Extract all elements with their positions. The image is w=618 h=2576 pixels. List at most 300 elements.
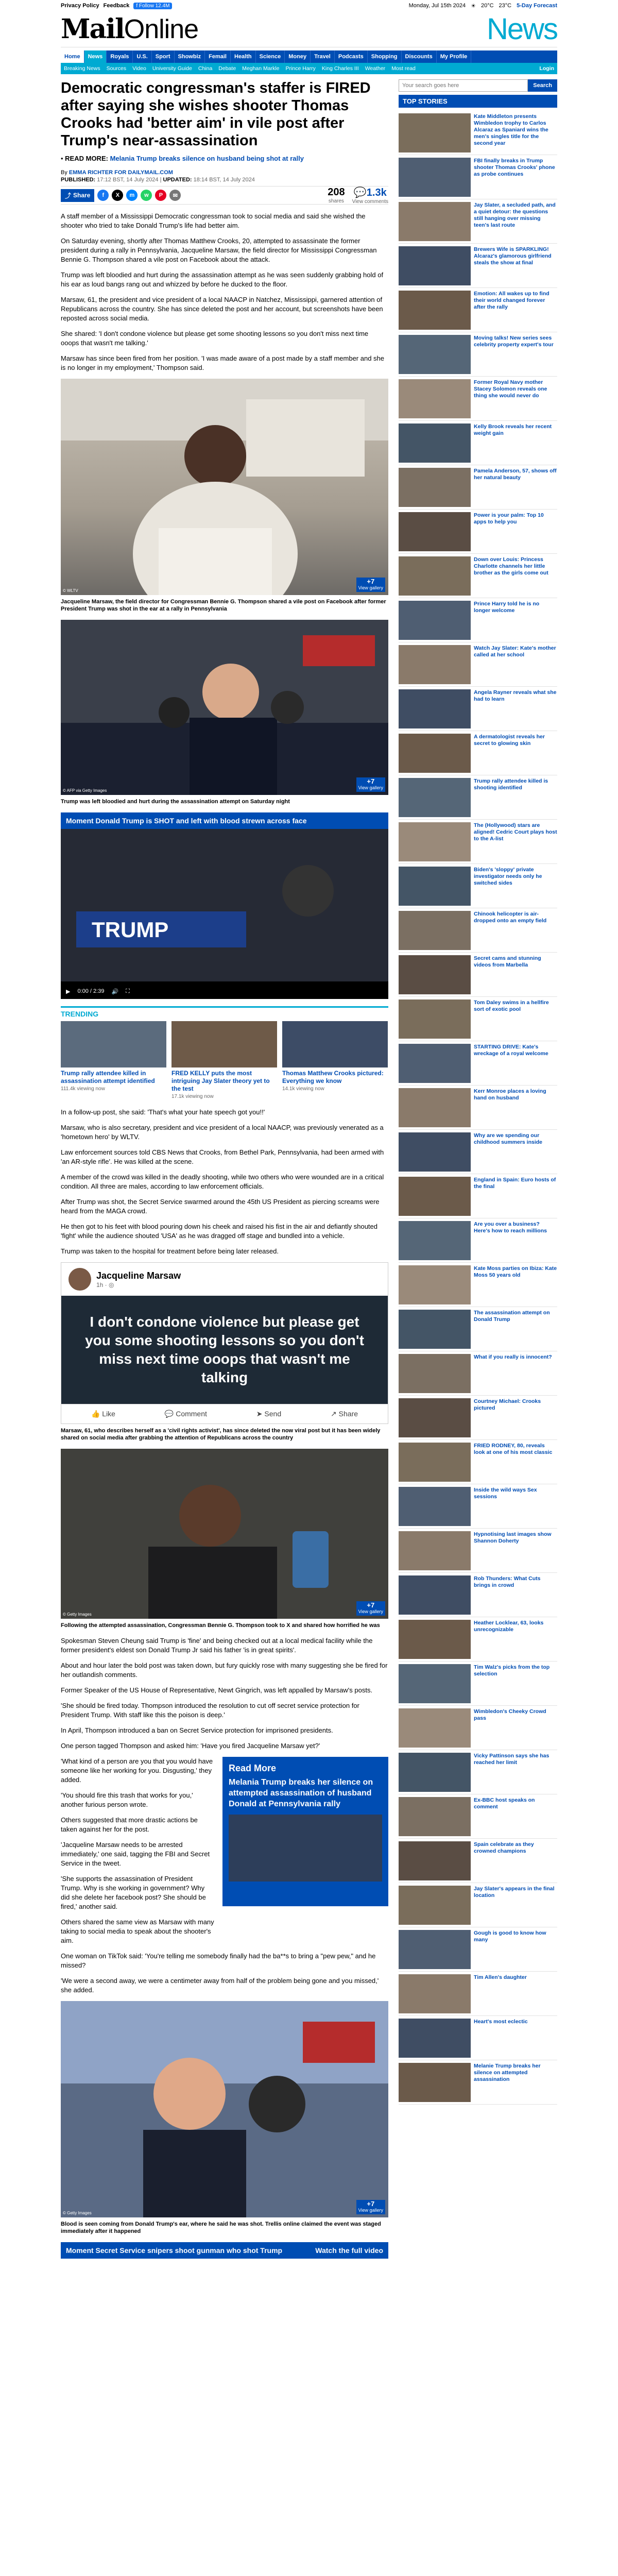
top-story-thumbnail[interactable] xyxy=(399,1620,471,1659)
top-story-item[interactable] xyxy=(399,598,557,642)
top-story-item[interactable] xyxy=(399,1927,557,1972)
top-story-thumbnail[interactable] xyxy=(399,202,471,241)
top-story-item[interactable] xyxy=(399,731,557,775)
fb-share-label: Share xyxy=(338,1410,358,1418)
x-share-icon[interactable]: X xyxy=(112,190,123,201)
gallery-count: +7 xyxy=(367,2200,375,2208)
top-story-thumbnail[interactable] xyxy=(399,1753,471,1792)
top-story-item[interactable] xyxy=(399,997,557,1041)
nav-item-science[interactable]: Science xyxy=(256,50,285,63)
paragraph: Marsaw, 61, the president and vice president of a local NAACP in Natchez, Mississippi, garnered attention of Republicans across the country. She has since deleted the post and her account, but screenshots have been reposted across social media. xyxy=(61,296,383,322)
trending-title: TRENDING xyxy=(61,1010,99,1018)
top-story-thumbnail[interactable] xyxy=(399,335,471,374)
top-story-title[interactable]: A dermatologist reveals her secret to glowing skin xyxy=(474,734,545,747)
top-story-thumbnail[interactable] xyxy=(399,1044,471,1083)
top-story-item[interactable] xyxy=(399,2060,557,2105)
weather-temp: 20°C xyxy=(480,3,494,9)
feedback-link[interactable]: Feedback xyxy=(103,3,130,9)
top-story-thumbnail[interactable] xyxy=(399,158,471,197)
trump-ear-photo xyxy=(61,2001,388,2217)
paragraph: In April, Thompson introduced a ban on Secret Service protection for imprisoned presidents. xyxy=(61,1726,333,1734)
paragraph: About and hour later the bold post was taken down, but fury quickly rose with many suggesting she be fired for her outlandish comments. xyxy=(61,1662,388,1679)
top-story-item[interactable] xyxy=(399,642,557,687)
logo-mail: Mail xyxy=(61,13,124,45)
weather-icon: ☀ xyxy=(471,3,476,9)
article xyxy=(61,79,388,2259)
paragraph: She shared: 'I don't condone violence but please get some shooting lessons so you don't miss next time ooops that wasn't me talking.' xyxy=(61,330,369,347)
top-story-item[interactable] xyxy=(399,111,557,155)
thompson-illustration xyxy=(61,1449,388,1619)
top-story-title[interactable]: Are you over a business? Here's how to reach millions xyxy=(474,1221,547,1234)
top-story-title[interactable]: Melanie Trump breaks her silence on attempted assassination xyxy=(474,2063,541,2082)
video-timecode: 0:00 / 2:39 xyxy=(77,988,105,994)
trump-bloodied-photo xyxy=(61,620,388,795)
top-story-thumbnail[interactable] xyxy=(399,1664,471,1703)
paragraph: Others suggested that more drastic actions be taken against her for the post. xyxy=(61,1816,198,1833)
paragraph: After Trump was shot, the Secret Service swarmed around the 45th US President as piercing screams were heard from the MAGA crowd. xyxy=(61,1198,380,1215)
related-video-title: Moment Secret Service snipers shoot gunman who shot Trump xyxy=(66,2246,283,2255)
trending-item[interactable] xyxy=(282,1021,388,1099)
play-icon[interactable]: ▶ xyxy=(66,989,71,995)
fb-post-time: 1h · ◎ xyxy=(96,1281,114,1289)
svg-text:TRUMP: TRUMP xyxy=(92,918,169,942)
top-story-title[interactable]: Watch Jay Slater: Kate's mother called at her school xyxy=(474,645,556,658)
top-story-thumbnail[interactable] xyxy=(399,1575,471,1615)
top-story-title[interactable]: Moving talks! New series sees celebrity property expert's tour xyxy=(474,335,554,348)
gallery-label: View gallery xyxy=(358,1609,383,1614)
top-story-item[interactable] xyxy=(399,1130,557,1174)
top-story-title[interactable]: STARTING DRIVE: Kate's wreckage of a royal welcome xyxy=(474,1044,548,1057)
top-story-thumbnail[interactable] xyxy=(399,1265,471,1304)
top-story-title[interactable]: Prince Harry told he is no longer welcome xyxy=(474,601,540,614)
author-link[interactable]: EMMA RICHTER FOR DAILYMAIL.COM xyxy=(68,170,173,176)
logo-online: Online xyxy=(124,14,199,44)
top-story-item[interactable] xyxy=(399,1529,557,1573)
subnav-item-university-guide[interactable]: University Guide xyxy=(152,65,192,72)
top-story-item[interactable] xyxy=(399,1351,557,1396)
top-story-thumbnail[interactable] xyxy=(399,1221,471,1260)
trending-viewers: 14.1k viewing now xyxy=(282,1086,324,1092)
top-story-item[interactable] xyxy=(399,1839,557,1883)
top-story-thumbnail[interactable] xyxy=(399,1487,471,1526)
top-story-thumbnail[interactable] xyxy=(399,1443,471,1482)
trending-link[interactable]: Trump rally attendee killed in assassination attempt identified xyxy=(61,1070,155,1084)
facebook-share-icon[interactable]: f xyxy=(97,190,109,201)
top-story-thumbnail[interactable] xyxy=(399,1886,471,1925)
top-story-title[interactable]: Tom Daley swims in a hellfire sort of exotic pool xyxy=(474,999,549,1012)
trending-module xyxy=(61,1006,388,1099)
image-credit: © WLTV xyxy=(63,588,78,593)
byline xyxy=(61,170,388,176)
top-story-item[interactable] xyxy=(399,908,557,953)
share-label: Share xyxy=(73,192,91,199)
fb-comment-label: Comment xyxy=(176,1410,207,1418)
top-story-item[interactable] xyxy=(399,775,557,820)
top-story-title[interactable]: Former Royal Navy mother Stacey Solomon reveals one thing she would never do xyxy=(474,379,547,399)
top-story-title[interactable]: Down over Louis: Princess Charlotte channels her little brother as the girls come out xyxy=(474,556,548,576)
video-frame xyxy=(61,829,388,999)
image-caption: Jacqueline Marsaw, the field director for Congressman Bennie G. Thompson shared a vile post on Facebook after former President Trump was shot in the ear at a rally in Pennsylvania xyxy=(61,599,386,612)
top-story-item[interactable] xyxy=(399,1617,557,1662)
trending-item[interactable] xyxy=(61,1021,166,1099)
article-image-4[interactable] xyxy=(61,1449,388,1619)
pinterest-share-icon[interactable]: P xyxy=(155,190,166,201)
masthead xyxy=(61,11,557,47)
follow-count: 12.4M xyxy=(155,3,170,9)
top-story-item[interactable] xyxy=(399,1396,557,1440)
facebook-follow-button[interactable]: f Follow 12.4M xyxy=(133,3,172,9)
watch-full-video-link[interactable]: Watch the full video xyxy=(315,2246,383,2255)
nav-item-my-profile[interactable]: My Profile xyxy=(437,50,472,63)
top-story-item[interactable] xyxy=(399,510,557,554)
nav-item-royals[interactable]: Royals xyxy=(107,50,133,63)
top-story-thumbnail[interactable] xyxy=(399,2063,471,2102)
subnav-item-breaking-news[interactable]: Breaking News xyxy=(64,65,100,72)
view-comments-button[interactable] xyxy=(352,186,388,205)
view-gallery-button[interactable] xyxy=(356,578,385,592)
thompson-photo xyxy=(61,1449,388,1619)
top-story-thumbnail[interactable] xyxy=(399,999,471,1039)
top-story-title[interactable]: Why are we spending our childhood summers inside xyxy=(474,1132,543,1145)
paragraph: A member of the crowd was killed in the deadly shooting, while two others who were wounded are in a critical condition. All three are males, according to law enforcement officials. xyxy=(61,1173,384,1190)
top-story-item[interactable] xyxy=(399,1573,557,1617)
nav-item-health[interactable]: Health xyxy=(231,50,256,63)
top-story-title[interactable]: Inside the wild ways Sex sessions xyxy=(474,1487,537,1500)
paragraph: Spokesman Steven Cheung said Trump is 'fine' and being checked out at a local medical facility while the former president's eldest son Donald Trump Jr said his father 'is in great spirits'. xyxy=(61,1637,373,1654)
send-icon: ➤ Send xyxy=(256,1410,282,1418)
top-story-thumbnail[interactable] xyxy=(399,291,471,330)
top-story-thumbnail[interactable] xyxy=(399,512,471,551)
share-bar xyxy=(61,186,388,205)
top-story-title[interactable]: Kelly Brook reveals her recent weight gain xyxy=(474,423,552,436)
top-story-item[interactable] xyxy=(399,1972,557,2016)
article-image-5[interactable] xyxy=(61,2001,388,2217)
top-story-thumbnail[interactable] xyxy=(399,1354,471,1393)
whatsapp-share-icon[interactable]: w xyxy=(141,190,152,201)
subnav-item-prince-harry[interactable]: Prince Harry xyxy=(285,65,316,72)
gallery-count: +7 xyxy=(367,1601,375,1609)
subnav-item-king-charles-iii[interactable]: King Charles III xyxy=(321,65,359,72)
nav-item-podcasts[interactable]: Podcasts xyxy=(335,50,368,63)
top-story-thumbnail[interactable] xyxy=(399,867,471,906)
top-story-thumbnail[interactable] xyxy=(399,645,471,684)
top-story-item[interactable] xyxy=(399,864,557,908)
top-story-item[interactable] xyxy=(399,820,557,864)
top-story-item[interactable] xyxy=(399,288,557,332)
top-story-title[interactable]: Emotion: All wakes up to find their world changed forever after the rally xyxy=(474,291,550,310)
top-story-title[interactable]: Angela Rayner reveals what she had to learn xyxy=(474,689,557,702)
subnav-item-china[interactable]: China xyxy=(198,65,213,72)
top-story-title[interactable]: Biden's 'sloppy' private investigator needs only he switched sides xyxy=(474,867,542,886)
top-story-title[interactable]: Kerr Monroe places a loving hand on husband xyxy=(474,1088,546,1101)
published-info: PUBLISHED: 17:12 BST, 14 July 2024 | UPDATED: 18:14 BST, 14 July 2024 xyxy=(61,177,255,183)
secondary-nav xyxy=(61,63,557,74)
top-story-thumbnail[interactable] xyxy=(399,1132,471,1172)
top-story-thumbnail[interactable] xyxy=(399,379,471,418)
messenger-share-icon[interactable]: m xyxy=(126,190,138,201)
paragraph: In a follow-up post, she said: 'That's what your hate speech got you!!' xyxy=(61,1108,265,1116)
subnav-item-video[interactable]: Video xyxy=(132,65,146,72)
top-story-title[interactable]: FBI finally breaks in Trump shooter Thomas Crooks' phone as probe continues xyxy=(474,158,555,177)
top-story-thumbnail[interactable] xyxy=(399,1930,471,1969)
paragraph: Law enforcement sources told CBS News that Crooks, from Bethel Park, Pennsylvania, had been armed with 'an AR-style rifle'. He was killed at the scene. xyxy=(61,1148,384,1165)
top-story-title[interactable]: Brewers Wife is SPARKLING! Alcaraz's glamorous girlfriend steals the show at final xyxy=(474,246,552,266)
top-story-item[interactable] xyxy=(399,1662,557,1706)
shares-label: shares xyxy=(328,198,344,204)
view-gallery-button[interactable] xyxy=(356,2200,385,2214)
top-story-thumbnail[interactable] xyxy=(399,1088,471,1127)
top-story-item[interactable] xyxy=(399,554,557,598)
top-story-title[interactable]: FRIED RODNEY, 80, reveals look at one of his most classic xyxy=(474,1443,553,1455)
facebook-post-screenshot xyxy=(61,1262,388,1424)
top-story-item[interactable] xyxy=(399,1307,557,1351)
top-story-item[interactable] xyxy=(399,1706,557,1750)
top-story-item[interactable] xyxy=(399,1440,557,1484)
nav-item-news[interactable]: News xyxy=(84,50,107,63)
top-story-item[interactable] xyxy=(399,953,557,997)
gallery-label: View gallery xyxy=(358,585,383,590)
top-story-title[interactable]: Jay Slater, a secluded path, and a quiet detour: the questions still hanging over missing teen's last route xyxy=(474,202,556,228)
share-button[interactable] xyxy=(61,189,94,202)
subnav-item-meghan-markle[interactable]: Meghan Markle xyxy=(242,65,280,72)
top-story-title[interactable]: Vicky Pattinson says she has reached her limit xyxy=(474,1753,550,1766)
promo-read-more: Read More xyxy=(229,1763,277,1773)
nav-item-showbiz[interactable]: Showbiz xyxy=(175,50,205,63)
top-story-title[interactable]: The assassination attempt on Donald Trump xyxy=(474,1310,550,1323)
subnav-item-most-read[interactable]: Most read xyxy=(391,65,416,72)
top-story-title[interactable]: Tim Walz's picks from the top selection xyxy=(474,1664,550,1677)
article-image-1[interactable] xyxy=(61,379,388,595)
trending-viewers: 111.4k viewing now xyxy=(61,1086,105,1092)
top-story-thumbnail[interactable] xyxy=(399,1177,471,1216)
related-video-bar[interactable] xyxy=(61,2242,388,2259)
fb-like-label: Like xyxy=(102,1410,115,1418)
top-story-item[interactable] xyxy=(399,1218,557,1263)
top-story-item[interactable] xyxy=(399,1794,557,1839)
mailonline-logo[interactable] xyxy=(61,13,198,45)
trending-thumbnail[interactable] xyxy=(171,1021,277,1067)
paragraph: Former Speaker of the US House of Representative, Newt Gingrich, was left appalled by Marsaw's posts. xyxy=(61,1686,373,1694)
image-credit: © Getty Images xyxy=(63,1612,92,1617)
top-story-thumbnail[interactable] xyxy=(399,1398,471,1437)
paragraph: He then got to his feet with blood pouring down his cheek and raised his fist in the air and defiantly shouted 'fight' while the audience shouted 'USA' as he was dragged off stage and bundled into a vehicle. xyxy=(61,1223,377,1240)
top-story-title[interactable]: Heather Locklear, 63, looks unrecognizable xyxy=(474,1620,544,1633)
avatar xyxy=(68,1268,91,1291)
view-gallery-button[interactable] xyxy=(356,1601,385,1616)
top-story-thumbnail[interactable] xyxy=(399,601,471,640)
top-story-thumbnail[interactable] xyxy=(399,246,471,285)
updated-label: UPDATED: xyxy=(163,177,192,183)
paragraph: 'Jacqueline Marsaw needs to be arrested immediately,' one said, tagging the FBI and Secret Service in the tweet. xyxy=(61,1841,210,1867)
top-story-item[interactable] xyxy=(399,1263,557,1307)
gallery-label: View gallery xyxy=(358,2208,383,2213)
top-story-thumbnail[interactable] xyxy=(399,2019,471,2058)
weather-temp-2: 23°C xyxy=(499,3,512,9)
top-story-title[interactable]: The (Hollywood) stars are aligned! Cedric Court plays host to the A-list xyxy=(474,822,557,842)
search-input[interactable] xyxy=(399,79,528,92)
top-story-item[interactable] xyxy=(399,1174,557,1218)
top-story-item[interactable] xyxy=(399,1750,557,1794)
top-story-title[interactable]: Wimbledon's Cheeky Crowd pass xyxy=(474,1708,546,1721)
gallery-count: +7 xyxy=(367,578,375,585)
view-gallery-button[interactable] xyxy=(356,777,385,792)
top-story-title[interactable]: Pamela Anderson, 57, shows off her natural beauty xyxy=(474,468,557,481)
top-story-thumbnail[interactable] xyxy=(399,556,471,596)
read-more-link[interactable]: Melania Trump breaks silence on husband being shot at rally xyxy=(110,155,304,162)
top-story-title[interactable]: Jay Slater's appears in the final location xyxy=(474,1886,555,1899)
share-icon: ⤴ xyxy=(65,192,72,199)
top-story-thumbnail[interactable] xyxy=(399,1310,471,1349)
fb-author-name: Jacqueline Marsaw xyxy=(96,1270,181,1281)
comment-icon: 💬 Comment xyxy=(164,1410,207,1418)
top-story-item[interactable] xyxy=(399,1086,557,1130)
video-player[interactable] xyxy=(61,829,388,999)
follow-label: Follow xyxy=(139,3,154,9)
top-story-thumbnail[interactable] xyxy=(399,778,471,817)
video-title-bar: Moment Donald Trump is SHOT and left with blood strewn across face xyxy=(61,812,388,829)
volume-icon[interactable]: 🔊 xyxy=(111,989,119,995)
top-story-title[interactable]: Tim Allen's daughter xyxy=(474,1974,527,1980)
paragraph: On Saturday evening, shortly after Thomas Matthew Crooks, 20, attempted to assassinate the former president during a rally in Pennsylvania, Jacqueline Marsaw, the field director for Mississippi Congressman Bennie G. Thompson shared a vile post on Facebook about the attack. xyxy=(61,237,377,263)
headline: Democratic congressman's staffer is FIRED after saying she wishes shooter Thomas Crooks had 'better aim' in vile post after Trump's near-assassination xyxy=(61,80,371,149)
top-story-title[interactable]: Heart's most eclectic xyxy=(474,2019,528,2025)
top-story-thumbnail[interactable] xyxy=(399,468,471,507)
paragraph: Trump was left bloodied and hurt during the assassination attempt as he was seen suddenly grabbing hold of his ear as loud bangs rang out and whizzed by before he ducked to the floor. xyxy=(61,271,384,288)
trump-illustration xyxy=(61,620,388,795)
top-story-thumbnail[interactable] xyxy=(399,911,471,950)
image-caption: Marsaw, 61, who describes herself as a 'civil rights activist', has since deleted the now viral post but it has been widely shared on social media after grabbing the attention of Republicans across the country xyxy=(61,1428,381,1441)
paragraph: 'She should be fired today. Thompson introduced the resolution to cut off secret service protection for President Trump. With staff like this the poison is deep.' xyxy=(61,1702,359,1719)
top-story-item[interactable] xyxy=(399,465,557,510)
top-story-title[interactable]: Rob Thunders: What Cuts brings in crowd xyxy=(474,1575,541,1588)
promo-headline: Melania Trump breaks her silence on attempted assassination of husband Donald at Pennsylvania rally xyxy=(229,1778,373,1808)
image-caption: Blood is seen coming from Donald Trump's ear, where he said he was shot. Trellis online claimed the event was staged immediately after it happened xyxy=(61,2221,381,2234)
top-story-thumbnail[interactable] xyxy=(399,822,471,861)
paragraph: One person tagged Thompson and asked him: 'Have you fired Jacqueline Marsaw yet?' xyxy=(61,1742,320,1750)
top-story-item[interactable] xyxy=(399,377,557,421)
top-story-thumbnail[interactable] xyxy=(399,1797,471,1836)
video-still xyxy=(61,829,388,999)
top-story-thumbnail[interactable] xyxy=(399,1531,471,1570)
paragraph: 'What kind of a person are you that you would have someone like her working for you. Disgusting,' they added. xyxy=(61,1757,213,1784)
paragraph: 'We were a second away, we were a centimeter away from half of the problem being gone and you missed,' she added. xyxy=(61,1977,379,1994)
email-share-icon[interactable]: ✉ xyxy=(169,190,181,201)
trending-item[interactable] xyxy=(171,1021,277,1099)
trending-thumbnail[interactable] xyxy=(61,1021,166,1067)
fullscreen-icon[interactable]: ⛶ xyxy=(126,988,130,994)
top-story-title[interactable]: Power is your palm: Top 10 apps to help you xyxy=(474,512,544,525)
top-story-item[interactable] xyxy=(399,1041,557,1086)
privacy-policy-link[interactable]: Privacy Policy xyxy=(61,3,99,9)
paragraph: A staff member of a Mississippi Democratic congressman took to social media and said she wished the shooter who tried to take Donald Trump's life had better aim. xyxy=(61,212,366,229)
nav-item-discounts[interactable]: Discounts xyxy=(402,50,437,63)
nav-item-money[interactable]: Money xyxy=(285,50,311,63)
date-label: Monday, Jul 15th 2024 xyxy=(408,3,466,9)
paragraph: One woman on TikTok said: 'You're telling me somebody finally had the ba**s to bring a "pew pew," and he missed? xyxy=(61,1952,376,1969)
comments-count: 1.3k xyxy=(366,187,387,198)
top-story-thumbnail[interactable] xyxy=(399,734,471,773)
paragraph: Marsaw, who is also secretary, president and vice president of a local NAACP, was previously venerated as a 'hometown hero' by WLTV. xyxy=(61,1124,384,1141)
top-story-title[interactable]: Chinook helicopter is air-dropped onto an empty field xyxy=(474,911,547,924)
article-image-2[interactable] xyxy=(61,620,388,795)
read-more: • READ MORE: Melania Trump breaks silence on husband being shot at rally xyxy=(61,155,304,162)
top-story-item[interactable] xyxy=(399,199,557,244)
top-story-item[interactable] xyxy=(399,2016,557,2060)
nav-item-femail[interactable]: Femail xyxy=(205,50,231,63)
read-more-promo[interactable] xyxy=(222,1757,388,1906)
trending-link[interactable]: FRED KELLY puts the most intriguing Jay Slater theory yet to the test xyxy=(171,1070,270,1092)
login-link[interactable]: Login xyxy=(539,65,554,72)
top-story-item[interactable] xyxy=(399,155,557,199)
top-story-item[interactable] xyxy=(399,421,557,465)
top-story-title[interactable]: Spain celebrate as they crowned champions xyxy=(474,1841,534,1854)
top-story-title[interactable]: Trump rally attendee killed is shooting identified xyxy=(474,778,548,791)
search-button[interactable]: Search xyxy=(528,79,557,92)
top-story-title[interactable]: Secret cams and stunning videos from Marbella xyxy=(474,955,541,968)
read-more-label: READ MORE: xyxy=(65,155,108,162)
subnav-item-sources[interactable]: Sources xyxy=(106,65,127,72)
trending-thumbnail[interactable] xyxy=(282,1021,388,1067)
promo-image xyxy=(229,1815,382,1882)
nav-item-home[interactable]: Home xyxy=(61,50,84,63)
top-story-thumbnail[interactable] xyxy=(399,1708,471,1748)
top-story-item[interactable] xyxy=(399,1883,557,1927)
trending-link[interactable]: Thomas Matthew Crooks pictured: Everything we know xyxy=(282,1070,384,1084)
published-label: PUBLISHED: xyxy=(61,177,96,183)
subnav-item-debate[interactable]: Debate xyxy=(218,65,236,72)
forecast-link[interactable]: 5-Day Forecast xyxy=(517,3,557,9)
top-story-item[interactable] xyxy=(399,332,557,377)
top-story-title[interactable]: Gough is good to know how many xyxy=(474,1930,546,1943)
trending-viewers: 17.1k viewing now xyxy=(171,1094,214,1099)
comments-label: View comments xyxy=(352,199,388,205)
top-story-title[interactable]: Kate Middleton presents Wimbledon trophy to Carlos Alcaraz as Spaniard wins the men's singles title for the second year xyxy=(474,113,548,146)
top-stories-heading: TOP STORIES xyxy=(399,95,557,108)
top-story-title[interactable]: Kate Moss parties on Ibiza: Kate Moss 50 years old xyxy=(474,1265,557,1278)
top-story-thumbnail[interactable] xyxy=(399,113,471,152)
nav-item-shopping[interactable]: Shopping xyxy=(368,50,402,63)
top-story-title[interactable]: Ex-BBC host speaks on comment xyxy=(474,1797,535,1810)
image-credit: © Getty Images xyxy=(63,2211,92,2215)
top-story-item[interactable] xyxy=(399,687,557,731)
paragraph: 'You should fire this trash that works for you,' another furious person wrote. xyxy=(61,1791,193,1808)
video-controls[interactable] xyxy=(66,988,130,995)
top-story-title[interactable]: Hypnotising last images show Shannon Doherty xyxy=(474,1531,552,1544)
top-story-thumbnail[interactable] xyxy=(399,1974,471,2013)
top-story-title[interactable]: England in Spain: Euro hosts of the final xyxy=(474,1177,556,1190)
paragraph: Marsaw has since been fired from her position. 'I was made aware of a post made by a staff member and she is no longer in my employment,' Thompson said. xyxy=(61,354,384,371)
shares-count: 208 xyxy=(328,187,345,198)
top-story-item[interactable] xyxy=(399,1484,557,1529)
nav-item-travel[interactable]: Travel xyxy=(311,50,335,63)
image-caption: Trump was left bloodied and hurt during the assassination attempt on Saturday night xyxy=(61,799,290,805)
nav-item-u-s-[interactable]: U.S. xyxy=(133,50,151,63)
sidebar xyxy=(399,79,557,2259)
top-story-title[interactable]: Courtney Michael: Crooks pictured xyxy=(474,1398,541,1411)
top-story-item[interactable] xyxy=(399,244,557,288)
top-story-thumbnail[interactable] xyxy=(399,689,471,728)
published-time: 17:12 BST, 14 July 2024 xyxy=(97,177,159,183)
top-story-thumbnail[interactable] xyxy=(399,1841,471,1880)
nav-item-sport[interactable]: Sport xyxy=(152,50,175,63)
top-story-thumbnail[interactable] xyxy=(399,423,471,463)
updated-time: 18:14 BST, 14 July 2024 xyxy=(193,177,255,183)
top-utility-bar xyxy=(61,0,557,11)
subnav-item-weather[interactable]: Weather xyxy=(365,65,386,72)
top-story-title[interactable]: What if you really is innocent? xyxy=(474,1354,552,1360)
top-story-thumbnail[interactable] xyxy=(399,955,471,994)
gallery-count: +7 xyxy=(367,777,375,785)
